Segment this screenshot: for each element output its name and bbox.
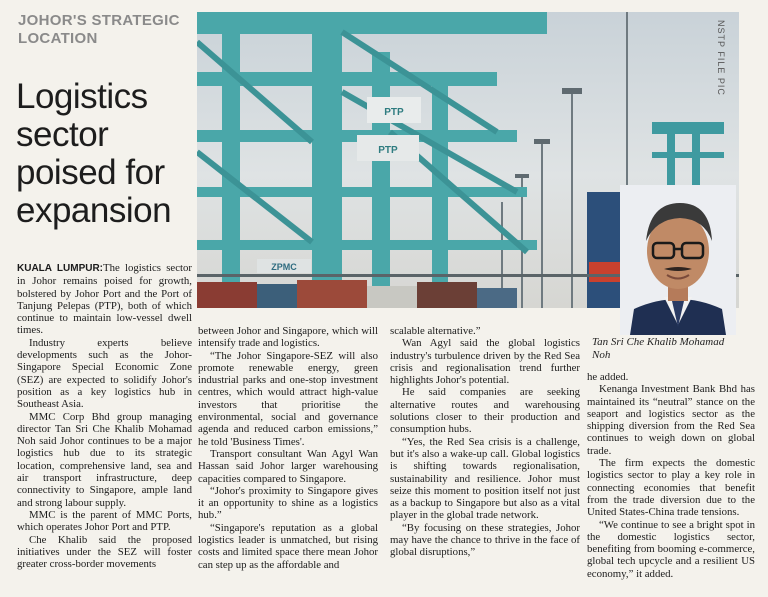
- portrait-photo: [620, 185, 736, 335]
- paragraph: “Yes, the Red Sea crisis is a challenge, but it's also a wake-up call. Global logistics is shifting towards regionalisation, sustainability and resilience. Johor must seize this moment to position itself not just as a backup to Singapore but also as a vital player in the global trade network.: [390, 435, 580, 522]
- paragraph: Kenanga Investment Bank Bhd has maintained its “neutral” stance on the seaport and logistics sector as the shipping diversion from the Red Sea continues to weigh down on global trade.: [587, 383, 755, 457]
- section-kicker: JOHOR'S STRATEGIC LOCATION: [18, 12, 180, 47]
- paragraph: “Singapore's reputation as a global logistics leader is unmatched, but rising costs and limited space there mean Johor can step up as the affordable and: [198, 521, 378, 571]
- article-column-1: [17, 262, 192, 570]
- paragraph: “Johor's proximity to Singapore gives it an opportunity to shine as a logistics hub.”: [198, 484, 378, 522]
- crane-sign-2: PTP: [378, 145, 398, 156]
- paragraph: “We continue to see a bright spot in the domestic logistics sector, benefiting from booming e-commerce, global tech upcycle and a resilient US economy,” it added.: [587, 518, 755, 580]
- dateline: KUALA LUMPUR:: [17, 263, 104, 274]
- headline: Logistics sector poised for expansion: [16, 77, 172, 230]
- portrait-illustration: [620, 185, 736, 335]
- paragraph: “By focusing on these strategies, Johor may have the chance to thrive in the face of global disruptions,”: [390, 521, 580, 559]
- paragraph: scalable alternative.”: [390, 325, 481, 337]
- article-column-3: [390, 325, 580, 559]
- crane-sign-1: PTP: [384, 107, 404, 118]
- article-column-2: [198, 325, 378, 571]
- article-column-4: [587, 371, 755, 580]
- photo-caption: Tan Sri Che Khalib Mohamad Noh: [592, 336, 725, 361]
- paragraph: Industry experts believe developments such as the Johor-Singapore Special Economic Zone (SEZ) are expected to solidify Johor's position as a key logistics hub in Southeast Asia.: [17, 336, 192, 411]
- paragraph: The firm expects the domestic logistics sector to play a key role in connecting economies that benefit from the trade diversion due to the United States-China trade tensions.: [587, 457, 755, 519]
- photo-credit: NSTP FILE PIC: [716, 20, 726, 96]
- crane-sign-zpmc: ZPMC: [271, 262, 297, 272]
- paragraph: He said companies are seeking alternative routes and warehousing solutions closer to their production and consumption hubs.: [390, 386, 580, 436]
- paragraph: MMC Corp Bhd group managing director Tan Sri Che Khalib Mohamad Noh said Johor continues to be a major logistics hub due to its strategic location, comprehensive land, sea and air transport infrastructure, deep connectivity to Singapore, ample land and strong labour supply.: [17, 410, 192, 509]
- paragraph: Che Khalib said the proposed initiatives under the SEZ will foster greater cross-border movements: [17, 533, 192, 571]
- paragraph: KUALA LUMPUR:The logistics sector in Johor remains poised for growth, bolstered by Johor Port and the Port of Tanjung Pelepas (PTP), both of which continue to maintain low-vessel dwell times.: [17, 262, 192, 337]
- paragraph: Wan Agyl said the global logistics industry's turbulence driven by the Red Sea crisis and regionalisation trend further highlights Johor's potential.: [390, 337, 580, 387]
- paragraph: “The Johor Singapore-SEZ will also promote renewable energy, green industrial parks and one-stop investment centres, which would attract high-value investors that prioritise the environmental, social and governance agenda and reduced carbon emissions,” he told 'Business Times'.: [198, 349, 378, 448]
- paragraph: he added.: [587, 371, 629, 383]
- paragraph: MMC is the parent of MMC Ports, which operates Johor Port and PTP.: [17, 508, 192, 534]
- paragraph: Transport consultant Wan Agyl Wan Hassan said Johor larger warehousing capacities compared to Singapore.: [198, 447, 378, 485]
- paragraph: between Johor and Singapore, which will intensify trade and logistics.: [198, 325, 378, 350]
